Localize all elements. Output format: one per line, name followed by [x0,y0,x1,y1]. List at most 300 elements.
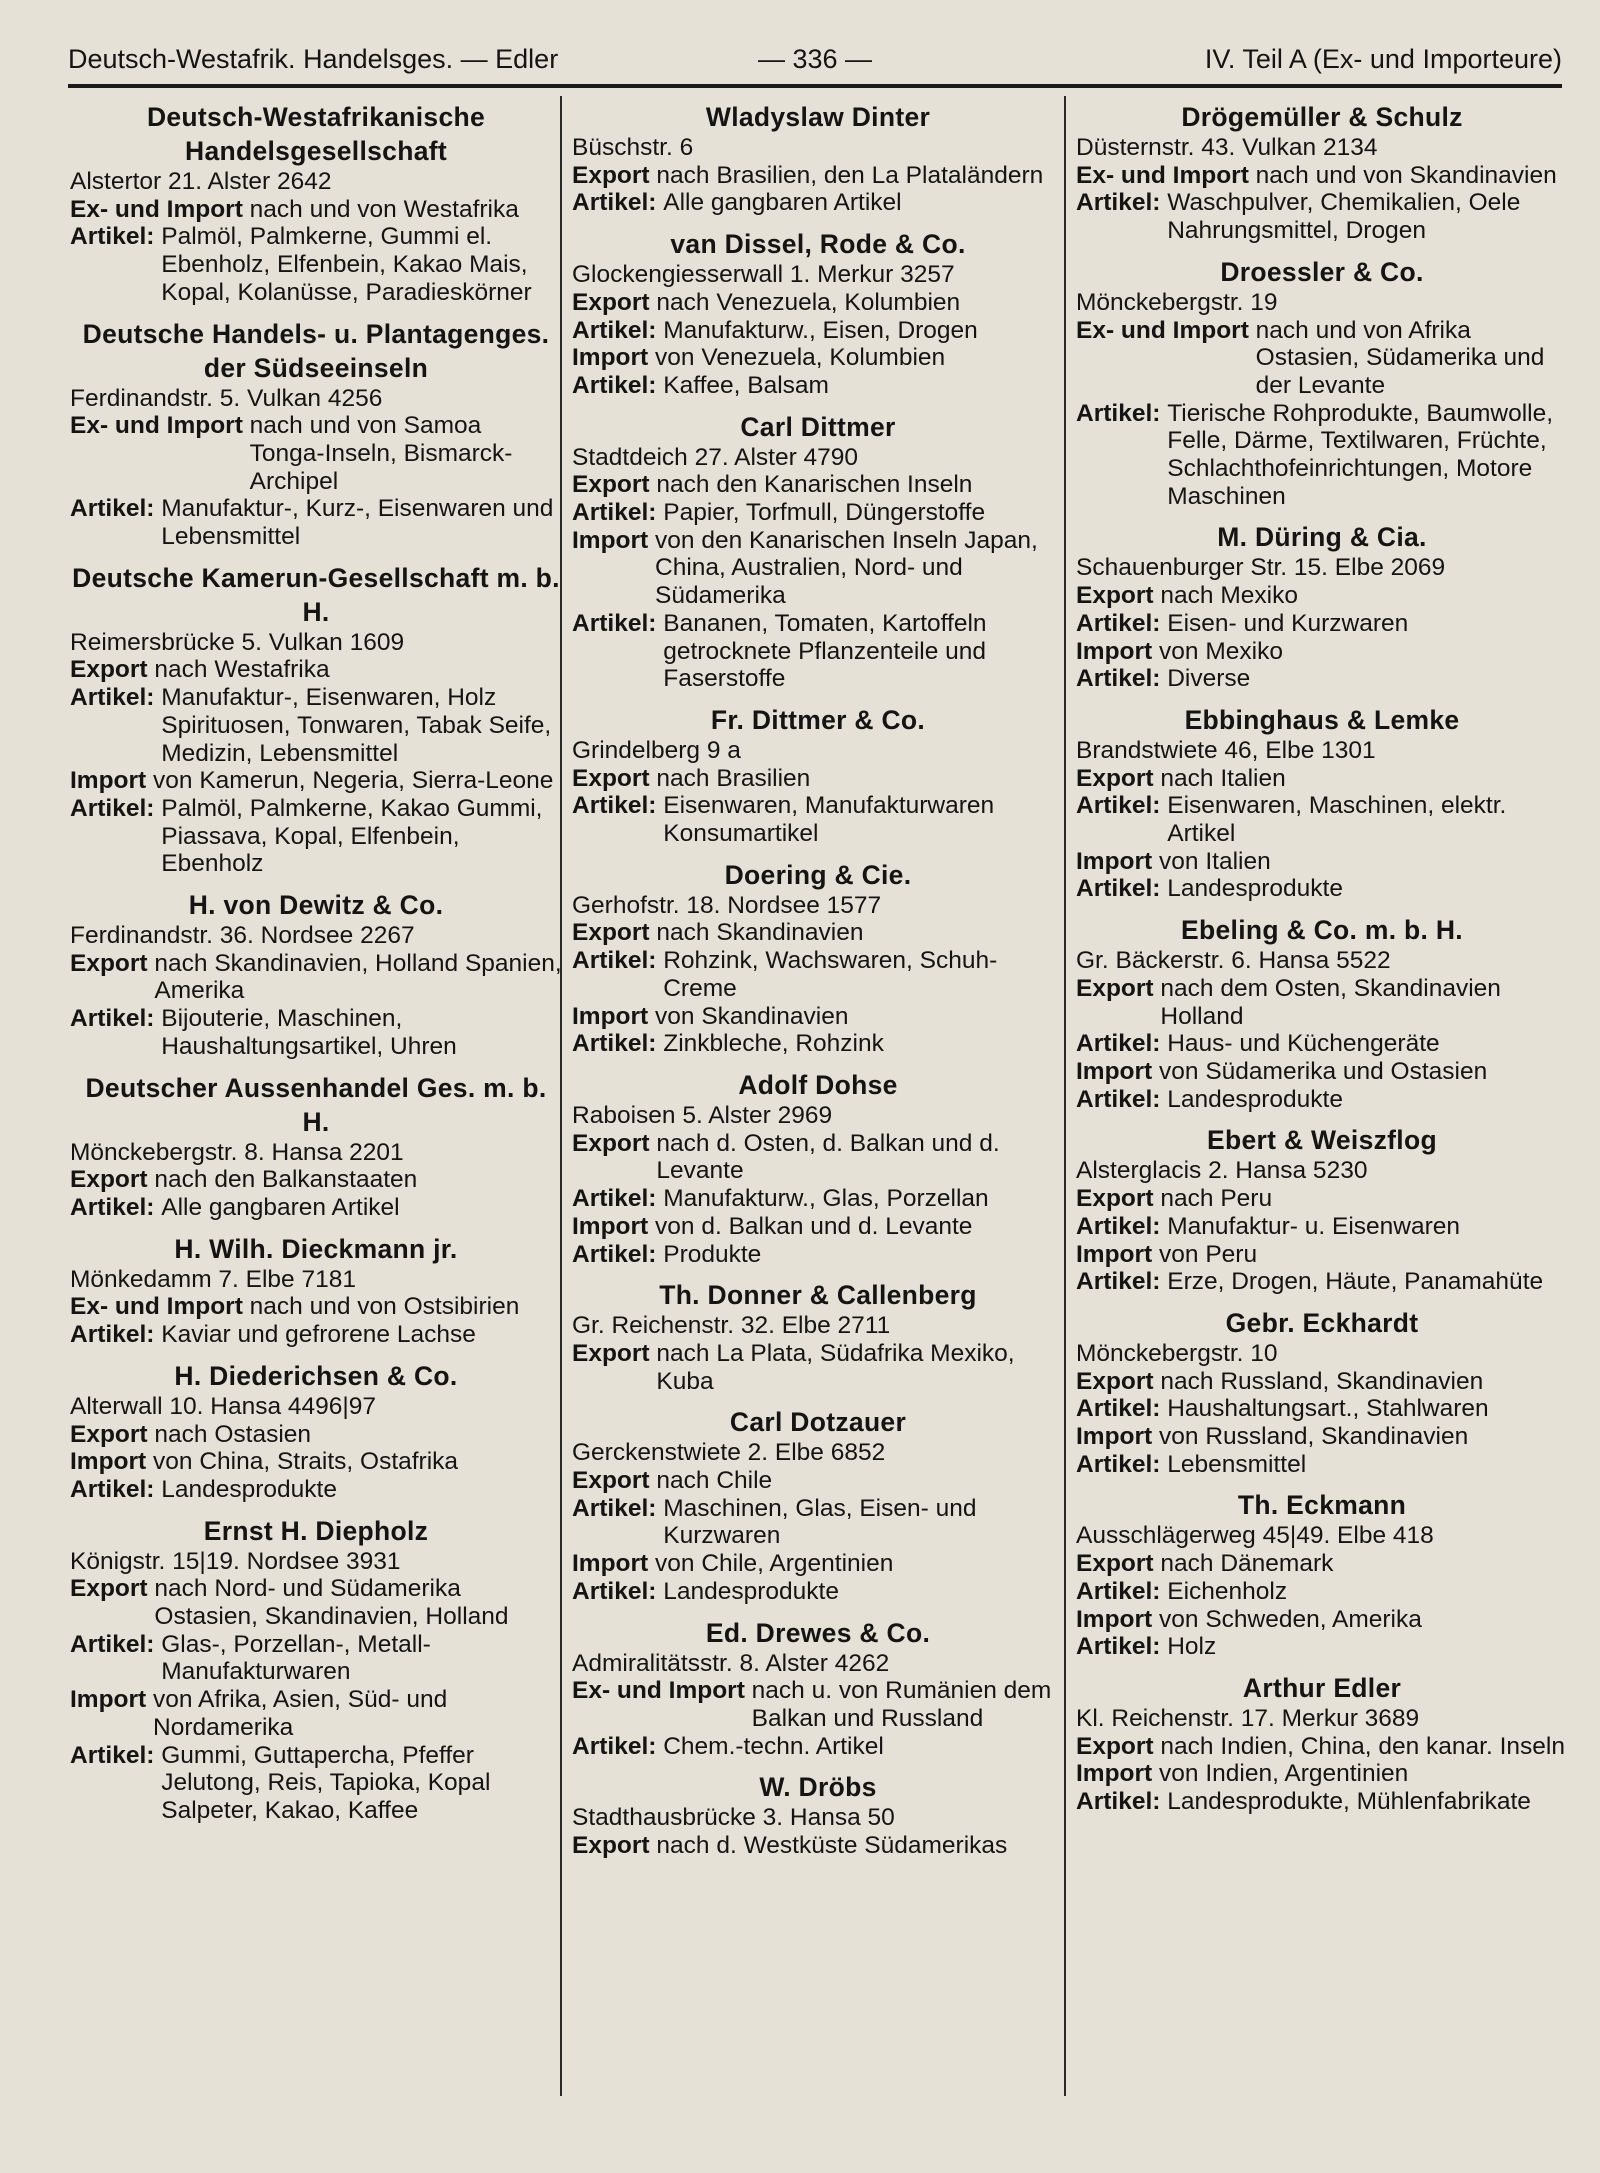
trade-line [70,412,562,495]
trade-line [572,1030,1064,1058]
trade-line [572,372,1064,400]
trade-text: Erze, Drogen, Häute, Panamahüte [1167,1268,1544,1296]
trade-label: Export [572,1832,650,1860]
trade-label: Artikel: [572,316,657,344]
trade-label: Artikel: [1076,875,1161,903]
trade-label: Ex- und Import [1076,161,1249,189]
trade-text: nach Brasilien [656,764,811,792]
trade-line [572,610,1064,693]
trade-line [572,1340,1064,1395]
trade-text: von Südamerika und Ostasien [1159,1057,1488,1085]
trade-line [70,950,562,1005]
company-address: Grindelberg 9 a [572,736,741,764]
trade-label: Artikel: [1076,1395,1161,1423]
trade-label: Ex- und Import [572,1677,745,1705]
trade-text: nach d. Westküste Südamerikas [656,1832,1008,1860]
company-address: Gr. Bäckerstr. 6. Hansa 5522 [1076,947,1391,975]
company-entry [572,410,1064,693]
trade-label: Artikel: [1076,1030,1161,1058]
company-name: Drögemüller & Schulz [1181,102,1463,132]
trade-text: von China, Straits, Ostafrika [153,1448,459,1476]
company-entry [572,1278,1064,1395]
trade-line [572,1130,1064,1185]
trade-label: Artikel: [1076,1212,1161,1240]
company-name: H. von Dewitz & Co. [188,890,444,921]
trade-line [70,223,562,306]
trade-text: nach und von Ostsibirien [249,1293,520,1321]
company-entry [572,703,1064,848]
trade-text: nach Nord- und Südamerika Ostasien, Skandinavien, Holland [154,1575,509,1631]
trade-text: Alle gangbaren Artikel [663,189,902,217]
trade-label: Artikel: [1076,1633,1161,1661]
company-address: Ferdinandstr. 36. Nordsee 2267 [70,922,415,950]
trade-text: Eisenwaren, Manufakturwaren Konsumartikel [663,792,995,848]
trade-line [70,684,562,767]
trade-line [572,919,1064,947]
trade-line [1076,875,1568,903]
trade-label: Artikel: [1076,609,1161,637]
trade-text: nach Chile [656,1467,773,1495]
trade-label: Artikel: [1076,189,1161,217]
trade-label: Import [572,526,649,554]
company-entry [70,1232,562,1349]
trade-label: Import [1076,1240,1153,1268]
trade-text: Gummi, Guttapercha, Pfeffer Jelutong, Reis, Tapioka, Kopal Salpeter, Kakao, Kaffee [161,1741,491,1824]
trade-line [1076,189,1568,244]
trade-label: Export [70,1166,148,1194]
trade-line [1076,1633,1568,1661]
company-name: Th. Donner & Callenberg [659,1280,977,1311]
trade-line [572,792,1064,847]
trade-text: von Peru [1159,1240,1258,1268]
company-name: W. Dröbs [759,1772,877,1803]
trade-line [1076,1423,1568,1451]
trade-line [70,1321,562,1349]
trade-label: Export [70,1420,148,1448]
trade-label: Import [1076,847,1153,875]
trade-text: nach den Balkanstaaten [154,1166,418,1194]
trade-line [1076,610,1568,638]
trade-label: Export [1076,582,1154,610]
trade-text: Lebensmittel [1167,1450,1307,1478]
company-name: Ernst H. Diepholz [203,1515,429,1546]
trade-text: Diverse [1167,665,1251,693]
company-entry [572,1770,1064,1859]
trade-line [1076,582,1568,610]
trade-line [70,196,562,224]
company-address: Reimersbrücke 5. Vulkan 1609 [70,628,405,656]
trade-text: Landesprodukte [161,1475,337,1503]
trade-line [1076,1030,1568,1058]
trade-label: Import [1076,1605,1153,1633]
trade-line [572,471,1064,499]
trade-label: Artikel: [70,1475,155,1503]
trade-label: Artikel: [70,223,155,251]
trade-text: nach Brasilien, den La Plataländern [656,161,1044,189]
company-name: Doering & Cie. [724,859,912,890]
trade-line [1076,1733,1568,1761]
trade-text: nach d. Osten, d. Balkan und d. Levante [656,1129,1000,1185]
trade-text: Manufakturw., Glas, Porzellan [663,1185,989,1213]
trade-label: Artikel: [572,1494,657,1522]
company-entry [70,100,562,307]
column-divider [1064,96,1066,2096]
trade-label: Artikel: [70,1321,155,1349]
trade-label: Import [572,1002,649,1030]
trade-text: Manufakturw., Eisen, Drogen [663,316,978,344]
trade-label: Export [1076,1367,1154,1395]
trade-label: Artikel: [70,495,155,523]
trade-label: Artikel: [572,1577,657,1605]
trade-line [1076,162,1568,190]
company-address: Stadthausbrücke 3. Hansa 50 [572,1804,895,1832]
trade-label: Artikel: [572,1030,657,1058]
trade-text: von Skandinavien [655,1002,849,1030]
company-entry [70,1514,562,1825]
trade-label: Export [1076,1732,1154,1760]
trade-label: Artikel: [1076,1577,1161,1605]
company-address: Düsternstr. 43. Vulkan 2134 [1076,134,1378,161]
trade-label: Artikel: [70,684,155,712]
header-rule [68,84,1562,88]
trade-label: Ex- und Import [70,1293,243,1321]
trade-label: Export [572,764,650,792]
company-entry [1076,520,1568,693]
trade-text: Manufaktur- u. Eisenwaren [1167,1212,1461,1240]
trade-line [1076,400,1568,511]
trade-label: Import [572,1550,649,1578]
trade-line [70,1686,562,1741]
company-address: Mönckebergstr. 8. Hansa 2201 [70,1138,404,1166]
trade-text: Manufaktur-, Eisenwaren, Holz Spirituosen, Tonwaren, Tabak Seife, Medizin, Lebensmittel [161,684,552,767]
trade-label: Artikel: [572,499,657,527]
trade-line [70,1194,562,1222]
trade-label: Artikel: [572,189,657,217]
trade-line [70,767,562,795]
trade-line [70,1476,562,1504]
column-2 [572,100,1064,1870]
trade-line [70,1448,562,1476]
company-name: Fr. Dittmer & Co. [710,704,926,735]
trade-label: Artikel: [70,1741,155,1769]
company-address: Alstertor 21. Alster 2642 [70,168,332,195]
trade-label: Artikel: [572,947,657,975]
trade-line [1076,1578,1568,1606]
trade-text: nach La Plata, Südafrika Mexiko, Kuba [656,1339,1015,1395]
trade-text: Manufaktur-, Kurz-, Eisenwaren und Lebensmittel [161,495,554,551]
trade-line [1076,848,1568,876]
trade-text: Bananen, Tomaten, Kartoffeln getrocknete Pflanzenteile und Faserstoffe [663,609,987,693]
company-name: Th. Eckmann [1237,1490,1407,1521]
company-entry [1076,703,1568,903]
company-address: Mönkedamm 7. Elbe 7181 [70,1265,356,1293]
trade-label: Artikel: [1076,399,1161,427]
company-name: Arthur Edler [1242,1672,1402,1703]
trade-label: Artikel: [1076,1268,1161,1296]
trade-text: von den Kanarischen Inseln Japan, China, Australien, Nord- und Südamerika [655,526,1038,610]
trade-label: Import [70,1448,147,1476]
trade-label: Artikel: [1076,792,1161,820]
company-name: Ebeling & Co. m. b. H. [1181,915,1463,946]
company-address: Mönckebergstr. 19 [1076,288,1278,316]
company-entry [70,888,562,1061]
trade-line [572,1467,1064,1495]
company-entry [572,1616,1064,1761]
trade-line [70,1166,562,1194]
trade-text: nach und von Westafrika [249,195,519,223]
company-entry [1076,1671,1568,1816]
trade-label: Export [70,1575,148,1603]
trade-text: nach den Kanarischen Inseln [656,471,973,499]
company-entry [70,317,562,551]
trade-label: Import [572,344,649,372]
trade-text: Papier, Torfmull, Düngerstoffe [663,499,986,527]
trade-line [572,1185,1064,1213]
trade-line [572,1003,1064,1031]
trade-text: von d. Balkan und d. Levante [655,1212,973,1240]
trade-label: Import [70,1686,147,1714]
trade-line [1076,1606,1568,1634]
trade-label: Ex- und Import [1076,316,1249,344]
trade-line [1076,1368,1568,1396]
trade-label: Export [572,1129,650,1157]
trade-label: Artikel: [1076,1450,1161,1478]
trade-text: Glas-, Porzellan-, Metall-Manufakturwaren [161,1630,431,1686]
trade-label: Export [70,949,148,977]
trade-text: Palmöl, Palmkerne, Kakao Gummi, Piassava, Kopal, Elfenbein, Ebenholz [161,794,543,878]
trade-line [70,495,562,550]
trade-text: Waschpulver, Chemikalien, Oele Nahrungsmittel, Drogen [1167,189,1521,245]
company-address: Büschstr. 6 [572,134,694,161]
trade-label: Artikel: [572,792,657,820]
trade-label: Artikel: [70,794,155,822]
company-name: Adolf Dohse [738,1069,898,1100]
trade-text: von Afrika, Asien, Süd- und Nordamerika [153,1686,448,1741]
page-header [68,40,1562,84]
company-entry [572,1405,1064,1605]
company-name: Deutscher Aussenhandel Ges. m. b. H. [85,1072,547,1137]
company-address: Gerhofstr. 18. Nordsee 1577 [572,891,882,919]
company-entry [70,1071,562,1222]
trade-text: Landesprodukte, Mühlenfabrikate [1167,1788,1531,1816]
trade-label: Export [572,1339,650,1367]
trade-text: Chem.-techn. Artikel [663,1732,884,1760]
trade-label: Import [1076,1057,1153,1085]
trade-line [572,527,1064,610]
trade-label: Import [1076,1760,1153,1788]
trade-label: Export [572,1467,650,1495]
trade-line [572,499,1064,527]
company-entry [572,1068,1064,1268]
company-name: Ed. Drewes & Co. [705,1617,931,1648]
company-address: Raboisen 5. Alster 2969 [572,1101,833,1129]
trade-line [70,656,562,684]
trade-line [572,1832,1064,1860]
trade-text: Palmöl, Palmkerne, Gummi el. Ebenholz, Elfenbein, Kakao Mais, Kopal, Kolanüsse, Paradieskörner [161,223,532,306]
trade-text: Produkte [663,1240,762,1268]
company-address: Mönckebergstr. 10 [1076,1339,1278,1367]
trade-label: Export [70,656,148,684]
company-address: Brandstwiete 46, Elbe 1301 [1076,736,1376,764]
company-address: Ausschlägerweg 45|49. Elbe 418 [1076,1522,1434,1550]
trade-text: Landesprodukte [663,1577,839,1605]
trade-line [1076,1451,1568,1479]
company-name: van Dissel, Rode & Co. [670,229,966,260]
trade-line [70,1421,562,1449]
trade-label: Artikel: [1076,1788,1161,1816]
trade-text: Bijouterie, Maschinen, Haushaltungsartikel, Uhren [161,1005,457,1060]
trade-label: Artikel: [572,1240,657,1268]
trade-label: Export [1076,764,1154,792]
trade-line [572,189,1064,217]
company-address: Gr. Reichenstr. 32. Elbe 2711 [572,1312,891,1340]
trade-line [572,317,1064,345]
company-entry [70,561,562,878]
header-section-title: IV. Teil A (Ex- und Importeure) [1204,44,1562,74]
trade-line [1076,317,1568,400]
trade-line [1076,1268,1568,1296]
company-name: Deutsche Kamerun-Gesellschaft m. b. H. [72,562,560,627]
trade-line [70,1005,562,1060]
trade-line [1076,1550,1568,1578]
trade-label: Import [1076,637,1153,665]
trade-line [572,1550,1064,1578]
trade-text: von Chile, Argentinien [655,1550,894,1578]
company-address: Ferdinandstr. 5. Vulkan 4256 [70,384,383,412]
trade-label: Import [572,1212,649,1240]
company-address: Königstr. 15|19. Nordsee 3931 [70,1547,401,1575]
trade-label: Ex- und Import [70,195,243,223]
trade-line [70,1293,562,1321]
trade-text: nach u. von Rumänien dem Balkan und Russland [751,1677,1052,1732]
company-entry [572,100,1064,217]
trade-line [572,1213,1064,1241]
trade-text: Landesprodukte [1167,875,1343,903]
trade-line [572,1495,1064,1550]
trade-text: Haus- und Küchengeräte [1167,1030,1440,1058]
trade-line [70,1742,562,1825]
trade-label: Artikel: [572,371,657,399]
trade-line [572,765,1064,793]
company-address: Alsterglacis 2. Hansa 5230 [1076,1157,1368,1185]
trade-text: Rohzink, Wachswaren, Schuh-Creme [663,947,998,1002]
trade-text: Holz [1167,1633,1217,1661]
trade-label: Export [1076,974,1154,1002]
trade-text: Tierische Rohprodukte, Baumwolle, Felle, Därme, Textilwaren, Früchte, Schlachthofeinrichtungen, Motore Maschinen [1167,399,1554,510]
company-name: Droessler & Co. [1220,256,1424,287]
trade-text: nach Italien [1160,764,1286,792]
trade-text: nach Venezuela, Kolumbien [656,288,961,316]
trade-text: Eisenwaren, Maschinen, elektr. Artikel [1167,792,1507,848]
trade-text: Alle gangbaren Artikel [161,1193,400,1221]
trade-text: von Italien [1159,847,1271,875]
trade-text: Eisen- und Kurzwaren [1167,609,1409,637]
company-entry [1076,100,1568,245]
trade-text: Haushaltungsart., Stahlwaren [1167,1395,1489,1423]
trade-line [1076,665,1568,693]
trade-line [1076,1213,1568,1241]
company-name: Deutsche Handels- u. Plantagenges. der Südseeinseln [82,318,550,383]
trade-label: Export [572,288,650,316]
company-address: Gerckenstwiete 2. Elbe 6852 [572,1439,886,1467]
company-address: Alterwall 10. Hansa 4496|97 [70,1392,376,1420]
trade-text: nach dem Osten, Skandinavien Holland [1160,974,1501,1030]
column-1 [70,100,562,1835]
trade-text: Eichenholz [1167,1577,1288,1605]
trade-line [572,1241,1064,1269]
trade-label: Artikel: [70,1005,155,1033]
trade-line [1076,638,1568,666]
trade-text: von Russland, Skandinavien [1159,1423,1469,1451]
trade-line [572,289,1064,317]
trade-text: nach Skandinavien, Holland Spanien, Amerika [154,949,562,1005]
company-address: Glockengiesserwall 1. Merkur 3257 [572,261,955,289]
trade-text: nach und von Skandinavien [1255,161,1557,189]
trade-line [572,1733,1064,1761]
trade-text: nach Westafrika [154,656,330,684]
header-left-title: Deutsch-Westafrik. Handelsges. — Edler [68,44,559,74]
company-address: Admiralitätsstr. 8. Alster 4262 [572,1649,890,1677]
trade-line [70,1631,562,1686]
trade-label: Import [70,767,147,795]
trade-label: Artikel: [572,609,657,637]
trade-text: nach Skandinavien [656,919,864,947]
trade-line [70,1575,562,1630]
company-address: Schauenburger Str. 15. Elbe 2069 [1076,554,1446,582]
trade-text: von Venezuela, Kolumbien [655,344,946,372]
trade-text: von Indien, Argentinien [1159,1760,1409,1788]
company-entry [70,1359,562,1504]
column-3 [1076,100,1568,1826]
company-address: Stadtdeich 27. Alster 4790 [572,443,859,471]
trade-text: nach Ostasien [154,1420,312,1448]
trade-line [1076,1760,1568,1788]
trade-text: nach Mexiko [1160,582,1298,610]
company-name: H. Wilh. Dieckmann jr. [174,1233,458,1264]
trade-label: Export [1076,1185,1154,1213]
trade-label: Artikel: [70,1193,155,1221]
trade-line [572,1578,1064,1606]
trade-text: von Schweden, Amerika [1159,1605,1422,1633]
trade-label: Ex- und Import [70,412,243,440]
trade-line [1076,1185,1568,1213]
trade-text: Maschinen, Glas, Eisen- und Kurzwaren [663,1494,977,1550]
trade-text: nach Dänemark [1160,1550,1334,1578]
trade-label: Export [572,471,650,499]
trade-line [1076,1241,1568,1269]
trade-text: Kaffee, Balsam [663,371,829,399]
trade-text: nach Indien, China, den kanar. Inseln [1160,1732,1565,1760]
trade-text: Kaviar und gefrorene Lachse [161,1321,476,1349]
company-entry [572,227,1064,400]
company-name: Ebbinghaus & Lemke [1184,704,1460,735]
trade-line [1076,1788,1568,1816]
trade-text: Zinkbleche, Rohzink [663,1030,884,1058]
trade-text: nach Russland, Skandinavien [1160,1367,1484,1395]
trade-line [1076,765,1568,793]
trade-text: nach und von Afrika Ostasien, Südamerika und der Levante [1255,316,1545,399]
trade-label: Artikel: [572,1732,657,1760]
trade-line [70,795,562,878]
company-address: Kl. Reichenstr. 17. Merkur 3689 [1076,1704,1420,1732]
company-entry [572,858,1064,1058]
company-name: Gebr. Eckhardt [1225,1307,1419,1338]
trade-text: nach und von Samoa Tonga-Inseln, Bismarck-Archipel [249,412,513,495]
company-name: Carl Dittmer [740,411,896,442]
trade-line [1076,1395,1568,1423]
trade-label: Import [1076,1423,1153,1451]
trade-text: nach Peru [1160,1185,1273,1213]
